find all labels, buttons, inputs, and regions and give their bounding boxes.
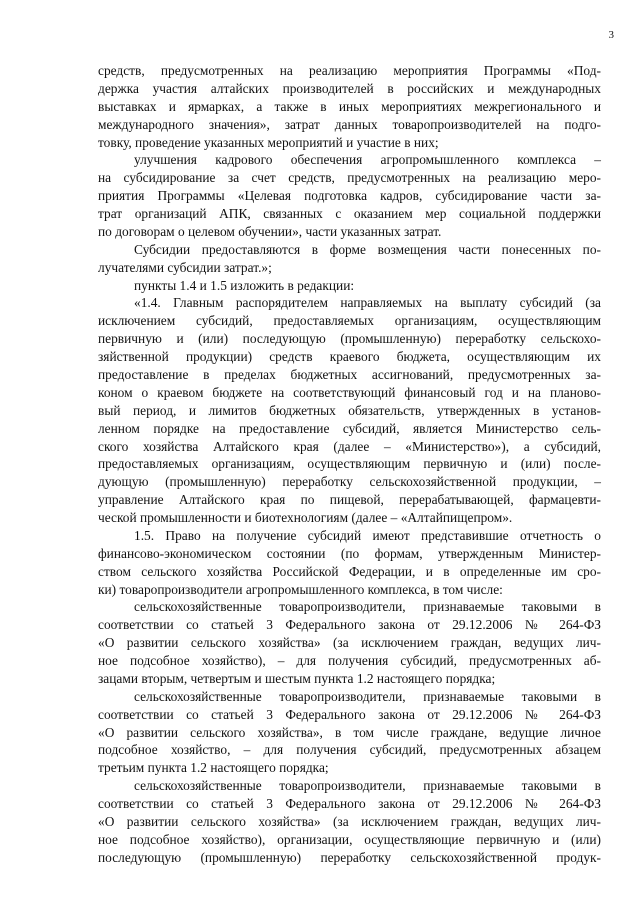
text-line: товку, проведение указанных мероприятий и участие в них; xyxy=(98,134,439,150)
text-line: по договорам о целевом обучении», части указанных затрат. xyxy=(98,223,442,239)
text-line: приятия Программы «Целевая подготовка кадров, субсидирование части за- xyxy=(98,188,601,204)
text-line: дующую (промышленную) переработку сельскохозяйственной продукции, – xyxy=(98,474,601,490)
text-line: выставках и ярмарках, а также в иных мероприятиях межрегионального и xyxy=(98,98,601,114)
text-line: соответствии со статьей 3 Федерального закона от 29.12.2006 № 264-ФЗ xyxy=(98,706,601,722)
text-line: ное подсобное хозяйство), организации, осуществляющие первичную и (или) xyxy=(98,831,601,847)
text-line: ством сельского хозяйства Российской Федерации, и в определенные им сро- xyxy=(98,563,601,579)
text-line: исключением субсидий, предоставляемых организациям, осуществляющим xyxy=(98,313,601,329)
text-line: сельскохозяйственные товаропроизводители, признаваемые таковыми в xyxy=(134,688,601,704)
text-line: зацами вторым, четвертым и шестым пункта 1.2 настоящего порядка; xyxy=(98,670,496,686)
text-line: ленном порядке на предоставление субсидий, является Министерство сель- xyxy=(98,420,601,436)
text-line: «1.4. Главным распорядителем направляемых на выплату субсидий (за xyxy=(134,295,601,311)
text-line: предоставляемых организациям, осуществляющим первичную и (или) после- xyxy=(98,456,601,472)
text-line: Субсидии предоставляются в форме возмещения части понесенных по- xyxy=(134,241,601,257)
text-line: вый период, и лимитов бюджетных обязательств, утвержденных в установ- xyxy=(98,402,601,418)
text-line: «О развитии сельского хозяйства» (за исключением граждан, ведущих лич- xyxy=(98,635,601,651)
text-line: коном о краевом бюджете на соответствующий финансовый год и на планово- xyxy=(98,384,601,400)
text-line: 1.5. Право на получение субсидий имеют представившие отчетность о xyxy=(134,527,601,543)
text-line: соответствии со статьей 3 Федерального закона от 29.12.2006 № 264-ФЗ xyxy=(98,617,601,633)
text-line: «О развитии сельского хозяйства», в том числе граждане, ведущие личное xyxy=(98,724,601,740)
text-line: первичную и (или) последующую (промышленную) переработку сельскохо- xyxy=(98,331,601,347)
text-line: лучателями субсидии затрат.»; xyxy=(98,259,272,275)
text-line: сельскохозяйственные товаропроизводители, признаваемые таковыми в xyxy=(134,599,601,615)
page-number: 3 xyxy=(608,29,614,41)
text-line: на субсидирование за счет средств, предусмотренных на реализацию меро- xyxy=(98,170,601,186)
text-line: ки) товаропроизводители агропромышленного комплекса, в том числе: xyxy=(98,581,503,597)
text-line: пункты 1.4 и 1.5 изложить в редакции: xyxy=(134,277,355,293)
text-line: держка участия алтайских производителей в российских и международных xyxy=(98,80,601,96)
text-line: зяйственной продукции) средств краевого бюджета, осуществляющим их xyxy=(98,349,601,365)
text-line: сельскохозяйственные товаропроизводители, признаваемые таковыми в xyxy=(134,778,601,794)
text-line: соответствии со статьей 3 Федерального закона от 29.12.2006 № 264-ФЗ xyxy=(98,796,601,812)
text-line: улучшения кадрового обеспечения агропромышленного комплекса – xyxy=(134,152,601,168)
text-line: средств, предусмотренных на реализацию мероприятия Программы «Под- xyxy=(98,63,601,78)
text-line: «О развитии сельского хозяйства» (за исключением граждан, ведущих лич- xyxy=(98,814,601,829)
text-line: управление Алтайского края по пищевой, перерабатывающей, фармацевти- xyxy=(98,492,601,508)
text-line: финансово-экономическом состоянии (по формам, утвержденным Министер- xyxy=(98,545,601,561)
text-line: ского хозяйства Алтайского края (далее – «Министерство»), а субсидий, xyxy=(98,438,601,454)
text-line: трат организаций АПК, связанных с оказанием мер социальной поддержки xyxy=(98,206,601,221)
text-line: предоставление в пределах бюджетных ассигнований, предусмотренных за- xyxy=(98,367,601,382)
text-line: ное подсобное хозяйство), – для получения субсидий, предусмотренных аб- xyxy=(98,653,601,668)
text-line: подсобное хозяйство, – для получения субсидий, предусмотренных абзацем xyxy=(98,742,601,758)
text-line: международного значения», затрат данных товаропроизводителей на подго- xyxy=(98,116,601,132)
text-line: последующую (промышленную) переработку сельскохозяйственной продук- xyxy=(98,849,601,865)
text-line: третьим пункта 1.2 настоящего порядка; xyxy=(98,760,329,776)
text-line: ческой промышленности и биотехнологиям (далее – «Алтайпищепром». xyxy=(98,510,513,525)
